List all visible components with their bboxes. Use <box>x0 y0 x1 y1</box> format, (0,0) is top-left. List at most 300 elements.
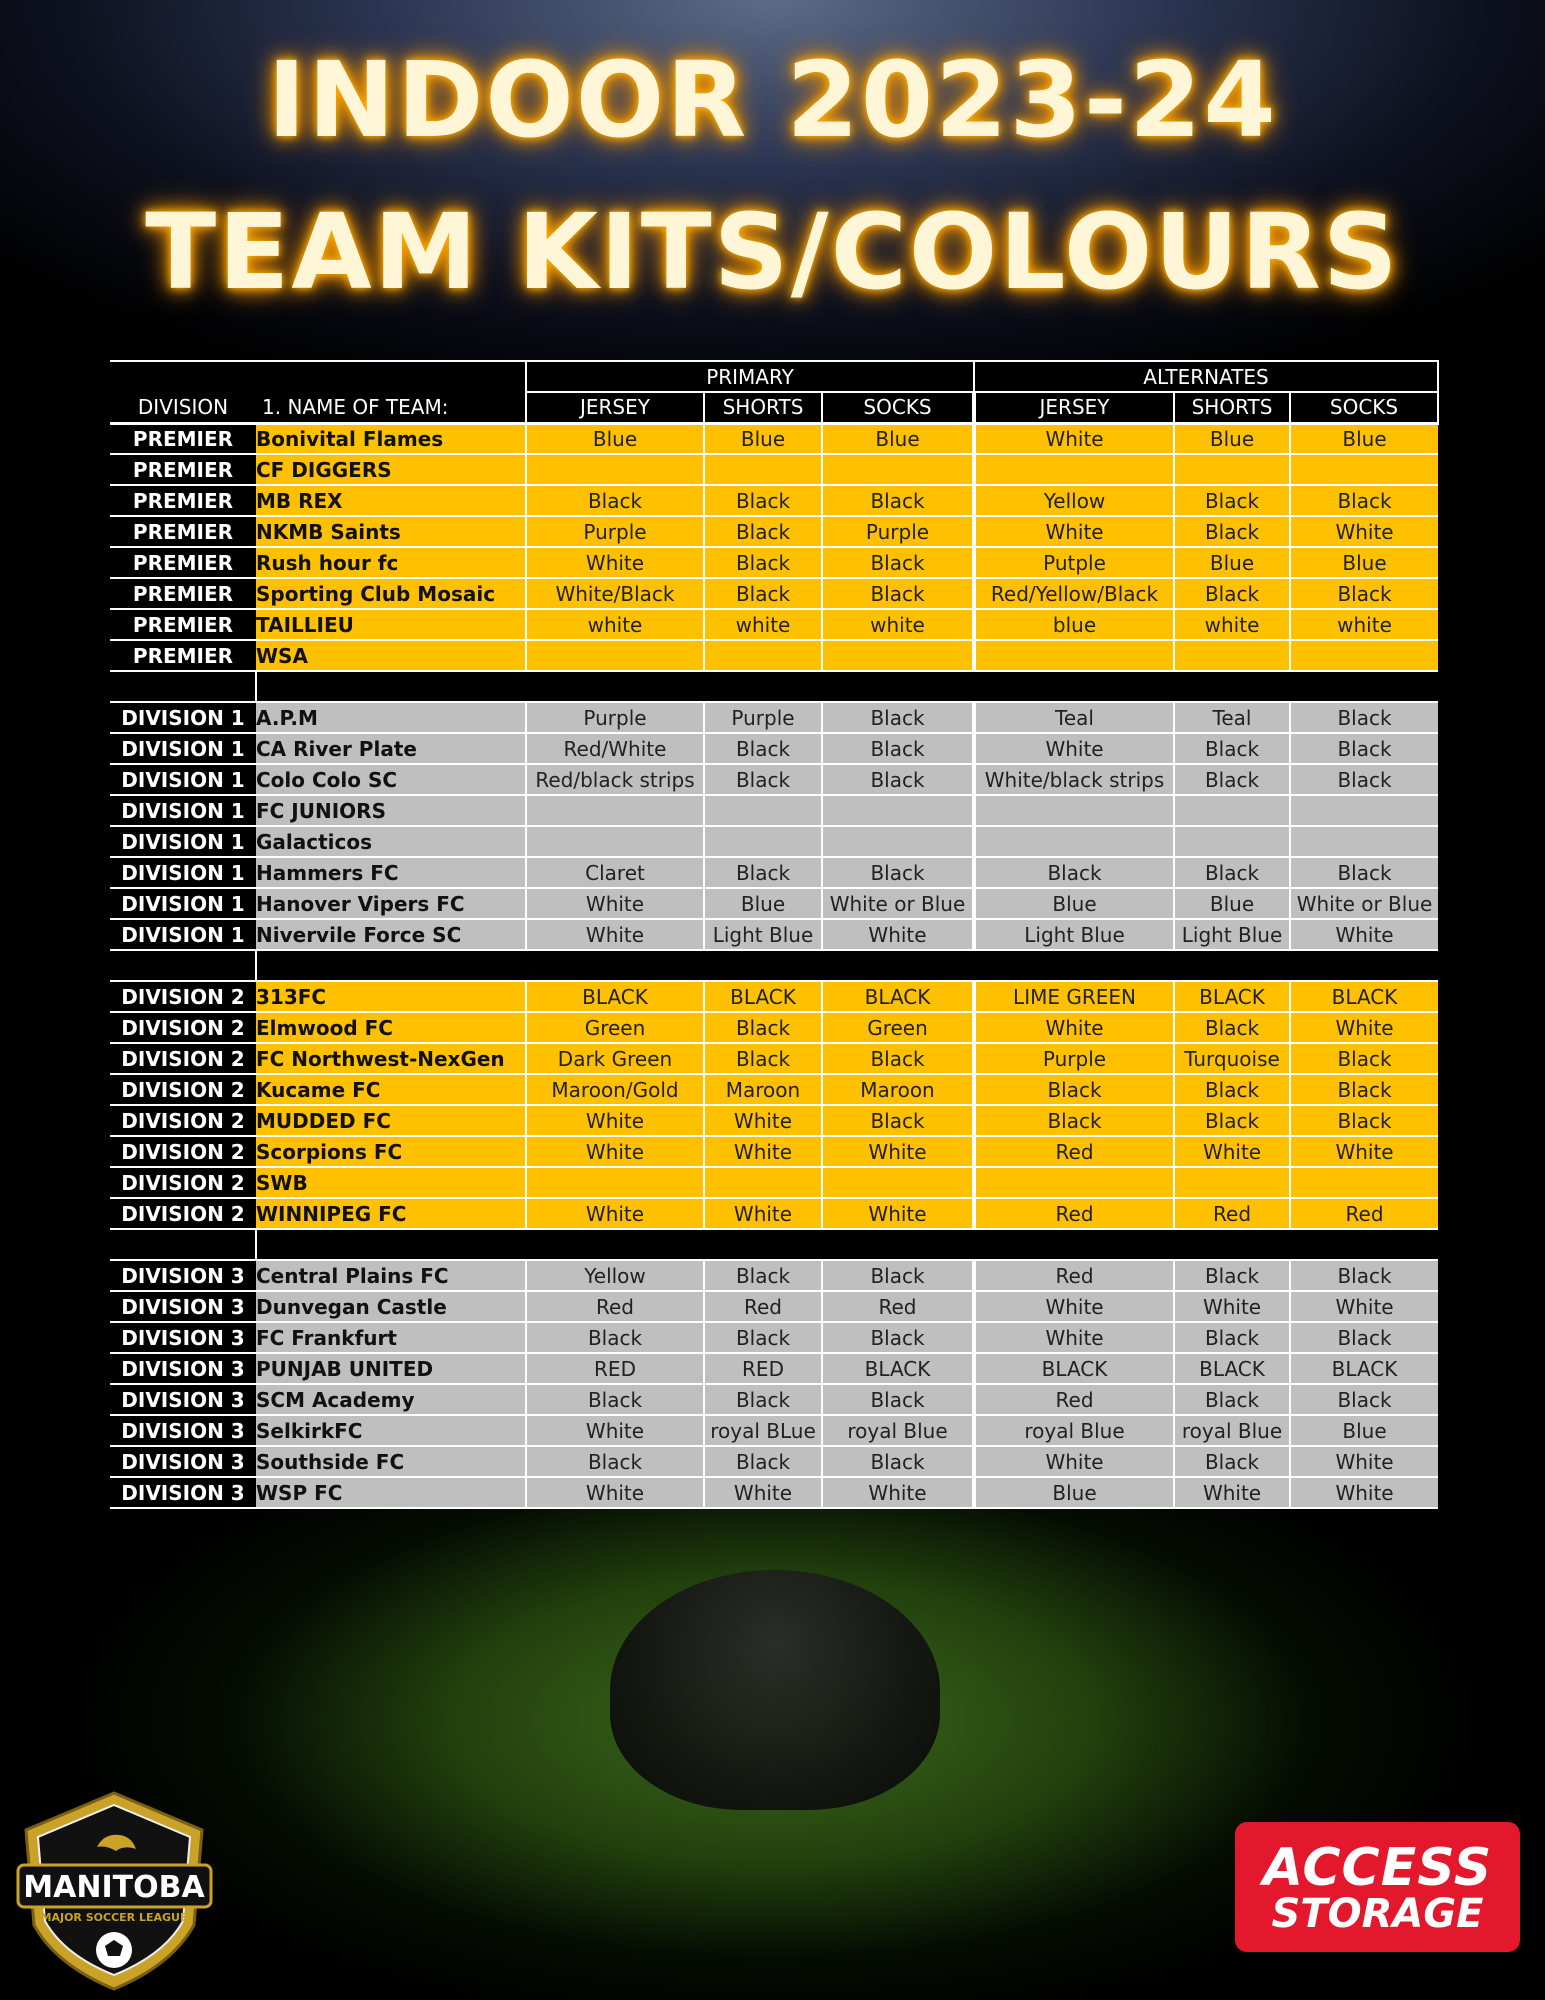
table-row <box>110 1260 1438 1291</box>
primary-shorts-cell <box>704 640 822 671</box>
primary-shorts-cell: Black <box>704 733 822 764</box>
access-storage-logo <box>1235 1822 1520 1952</box>
alt-socks-cell: White <box>1290 1446 1438 1477</box>
team-name-cell: Elmwood FC <box>256 1012 526 1043</box>
title-line-1: INDOOR 2023-24 <box>267 39 1278 161</box>
primary-socks-cell: Blue <box>822 423 974 454</box>
division-cell: DIVISION 3 <box>110 1260 256 1291</box>
alt-shorts-cell: Blue <box>1174 888 1290 919</box>
primary-socks-cell: Maroon <box>822 1074 974 1105</box>
alt-jersey-cell: Black <box>974 1074 1174 1105</box>
primary-shorts-cell: Black <box>704 547 822 578</box>
primary-shorts-cell: Maroon <box>704 1074 822 1105</box>
alt-shorts-cell: White <box>1174 1136 1290 1167</box>
table-row <box>110 1105 1438 1136</box>
primary-socks-cell: White <box>822 1136 974 1167</box>
table-row <box>110 516 1438 547</box>
alt-jersey-cell: Blue <box>974 1477 1174 1508</box>
league-logo-subtitle: MAJOR SOCCER LEAGUE <box>40 1911 188 1924</box>
alt-shorts-cell: white <box>1174 609 1290 640</box>
alt-jersey-cell: Blue <box>974 888 1174 919</box>
primary-jersey-cell: White <box>526 1415 704 1446</box>
primary-jersey-cell: Red/White <box>526 733 704 764</box>
table-row <box>110 423 1438 454</box>
spacer-cell <box>704 1229 822 1260</box>
primary-jersey-cell: BLACK <box>526 981 704 1012</box>
alt-socks-cell: Black <box>1290 1105 1438 1136</box>
table-row <box>110 1322 1438 1353</box>
primary-socks-cell: Black <box>822 733 974 764</box>
primary-jersey-cell: Red <box>526 1291 704 1322</box>
primary-shorts-cell: White <box>704 1136 822 1167</box>
alt-socks-cell: White <box>1290 1291 1438 1322</box>
primary-jersey-cell: White/Black <box>526 578 704 609</box>
alt-jersey-cell: LIME GREEN <box>974 981 1174 1012</box>
team-name-cell: Central Plains FC <box>256 1260 526 1291</box>
alt-shorts-cell: BLACK <box>1174 1353 1290 1384</box>
alt-socks-cell: Black <box>1290 578 1438 609</box>
spacer-cell <box>110 1229 256 1260</box>
primary-socks-cell <box>822 454 974 485</box>
spacer-cell <box>1290 950 1438 981</box>
division-cell: DIVISION 2 <box>110 1198 256 1229</box>
primary-jersey-cell <box>526 826 704 857</box>
primary-shorts-cell: Black <box>704 857 822 888</box>
primary-shorts-cell: Black <box>704 1384 822 1415</box>
alt-socks-cell: white <box>1290 609 1438 640</box>
spacer-cell <box>1290 671 1438 702</box>
spacer-cell <box>1174 671 1290 702</box>
primary-shorts-cell: Black <box>704 764 822 795</box>
section-spacer-row <box>110 671 1438 702</box>
primary-shorts-cell: Blue <box>704 888 822 919</box>
primary-group-header: PRIMARY <box>526 361 974 392</box>
division-cell: DIVISION 2 <box>110 1012 256 1043</box>
spacer-cell <box>526 1229 704 1260</box>
division-cell: DIVISION 2 <box>110 1136 256 1167</box>
primary-shorts-cell: Black <box>704 516 822 547</box>
primary-jersey-cell: White <box>526 1136 704 1167</box>
section-spacer-row <box>110 950 1438 981</box>
alt-socks-cell: Black <box>1290 1322 1438 1353</box>
alt-jersey-cell: Putple <box>974 547 1174 578</box>
alt-socks-cell <box>1290 826 1438 857</box>
alt-socks-cell: BLACK <box>1290 1353 1438 1384</box>
shorts-column-header: SHORTS <box>704 392 822 423</box>
table-row <box>110 1415 1438 1446</box>
alt-shorts-cell: Red <box>1174 1198 1290 1229</box>
alt-shorts-cell: royal Blue <box>1174 1415 1290 1446</box>
primary-socks-cell: royal Blue <box>822 1415 974 1446</box>
division-cell: PREMIER <box>110 485 256 516</box>
primary-shorts-cell: Light Blue <box>704 919 822 950</box>
spacer-cell <box>256 671 526 702</box>
primary-shorts-cell: Black <box>704 1012 822 1043</box>
table-row <box>110 1198 1438 1229</box>
team-name-cell: CA River Plate <box>256 733 526 764</box>
alt-jersey-cell: White/black strips <box>974 764 1174 795</box>
primary-shorts-cell: Black <box>704 1260 822 1291</box>
division-cell: DIVISION 1 <box>110 857 256 888</box>
alt-jersey-cell: White <box>974 1322 1174 1353</box>
primary-shorts-cell: royal BLue <box>704 1415 822 1446</box>
team-name-cell: Bonivital Flames <box>256 423 526 454</box>
team-name-cell: 313FC <box>256 981 526 1012</box>
primary-socks-cell: Black <box>822 1322 974 1353</box>
primary-shorts-cell: RED <box>704 1353 822 1384</box>
alt-shorts-cell: Blue <box>1174 547 1290 578</box>
team-name-cell: SelkirkFC <box>256 1415 526 1446</box>
table-row <box>110 1477 1438 1508</box>
division-cell: DIVISION 1 <box>110 826 256 857</box>
table-row <box>110 919 1438 950</box>
alt-jersey-cell: White <box>974 516 1174 547</box>
table-row <box>110 1291 1438 1322</box>
primary-socks-cell: Black <box>822 578 974 609</box>
primary-shorts-cell: White <box>704 1477 822 1508</box>
alt-shorts-cell: Black <box>1174 1105 1290 1136</box>
alt-socks-cell: Black <box>1290 1074 1438 1105</box>
alt-jersey-cell: Purple <box>974 1043 1174 1074</box>
alt-socks-cell: White <box>1290 919 1438 950</box>
spacer-cell <box>256 1229 526 1260</box>
division-cell: PREMIER <box>110 578 256 609</box>
primary-jersey-cell <box>526 640 704 671</box>
primary-jersey-cell: Maroon/Gold <box>526 1074 704 1105</box>
primary-jersey-cell: White <box>526 1105 704 1136</box>
division-cell: DIVISION 1 <box>110 888 256 919</box>
primary-shorts-cell: white <box>704 609 822 640</box>
primary-jersey-cell: white <box>526 609 704 640</box>
table-row <box>110 702 1438 733</box>
alt-jersey-cell: Light Blue <box>974 919 1174 950</box>
division-cell: DIVISION 3 <box>110 1446 256 1477</box>
table-row <box>110 733 1438 764</box>
alt-shorts-cell: Black <box>1174 764 1290 795</box>
alt-shorts-cell: Black <box>1174 1446 1290 1477</box>
team-name-cell: Hanover Vipers FC <box>256 888 526 919</box>
primary-jersey-cell: Black <box>526 1446 704 1477</box>
alt-socks-cell: Blue <box>1290 1415 1438 1446</box>
alt-shorts-cell: White <box>1174 1477 1290 1508</box>
spacer-cell <box>974 1229 1174 1260</box>
soccer-ball-image <box>610 1570 940 1810</box>
primary-shorts-cell <box>704 826 822 857</box>
alt-shorts-cell: Black <box>1174 1322 1290 1353</box>
team-name-cell: A.P.M <box>256 702 526 733</box>
alt-jersey-cell: White <box>974 1012 1174 1043</box>
alt-jersey-cell: Red <box>974 1260 1174 1291</box>
table-row <box>110 485 1438 516</box>
spacer-cell <box>1174 950 1290 981</box>
alt-shorts-cell: Black <box>1174 1384 1290 1415</box>
primary-socks-cell: White <box>822 1477 974 1508</box>
table-row <box>110 1043 1438 1074</box>
alt-socks-cell: Blue <box>1290 423 1438 454</box>
division-cell: DIVISION 1 <box>110 919 256 950</box>
alt-socks-cell <box>1290 795 1438 826</box>
primary-socks-cell <box>822 1167 974 1198</box>
table-row <box>110 1353 1438 1384</box>
primary-socks-cell: Black <box>822 485 974 516</box>
primary-shorts-cell: Black <box>704 1043 822 1074</box>
team-name-cell: Scorpions FC <box>256 1136 526 1167</box>
table-row <box>110 1074 1438 1105</box>
team-name-cell: WSP FC <box>256 1477 526 1508</box>
team-name-cell: WINNIPEG FC <box>256 1198 526 1229</box>
alt-jersey-cell: White <box>974 1291 1174 1322</box>
team-name-cell: SWB <box>256 1167 526 1198</box>
header-blank <box>256 361 526 392</box>
alt-socks-cell <box>1290 454 1438 485</box>
manitoba-league-logo <box>12 1785 217 1995</box>
alt-jersey-cell: Black <box>974 1105 1174 1136</box>
team-name-cell: MB REX <box>256 485 526 516</box>
alternates-group-header: ALTERNATES <box>974 361 1438 392</box>
primary-jersey-cell: Purple <box>526 702 704 733</box>
alt-jersey-cell: Red/Yellow/Black <box>974 578 1174 609</box>
group-header-row <box>110 361 1438 392</box>
primary-socks-cell <box>822 795 974 826</box>
primary-socks-cell: Black <box>822 1105 974 1136</box>
alt-socks-cell: White <box>1290 1477 1438 1508</box>
team-name-cell: Colo Colo SC <box>256 764 526 795</box>
alt-shorts-cell: Turquoise <box>1174 1043 1290 1074</box>
spacer-cell <box>974 671 1174 702</box>
primary-socks-cell: White <box>822 1198 974 1229</box>
primary-socks-cell: Black <box>822 1446 974 1477</box>
alt-shorts-cell <box>1174 454 1290 485</box>
primary-shorts-cell: Black <box>704 485 822 516</box>
spacer-cell <box>704 950 822 981</box>
spacer-cell <box>110 950 256 981</box>
team-name-cell: FC JUNIORS <box>256 795 526 826</box>
alt-socks-cell: White or Blue <box>1290 888 1438 919</box>
alt-shorts-cell <box>1174 1167 1290 1198</box>
column-header-row <box>110 392 1438 423</box>
team-name-cell: SCM Academy <box>256 1384 526 1415</box>
alt-socks-cell: White <box>1290 1012 1438 1043</box>
division-cell: DIVISION 2 <box>110 1105 256 1136</box>
primary-jersey-cell: Purple <box>526 516 704 547</box>
alt-shorts-cell: Black <box>1174 1074 1290 1105</box>
alt-socks-cell: Black <box>1290 857 1438 888</box>
primary-jersey-cell <box>526 795 704 826</box>
alt-shorts-column-header: SHORTS <box>1174 392 1290 423</box>
spacer-cell <box>822 1229 974 1260</box>
primary-socks-cell <box>822 826 974 857</box>
primary-socks-cell: Black <box>822 1043 974 1074</box>
division-cell: PREMIER <box>110 423 256 454</box>
alt-jersey-column-header: JERSEY <box>974 392 1174 423</box>
spacer-cell <box>1174 1229 1290 1260</box>
primary-socks-cell: Purple <box>822 516 974 547</box>
alt-shorts-cell <box>1174 640 1290 671</box>
alt-shorts-cell: Black <box>1174 857 1290 888</box>
division-cell: PREMIER <box>110 640 256 671</box>
division-cell: DIVISION 1 <box>110 702 256 733</box>
primary-jersey-cell: White <box>526 1477 704 1508</box>
primary-jersey-cell: Dark Green <box>526 1043 704 1074</box>
primary-shorts-cell: White <box>704 1105 822 1136</box>
primary-shorts-cell: Black <box>704 1446 822 1477</box>
alt-shorts-cell: Blue <box>1174 423 1290 454</box>
spacer-cell <box>1290 1229 1438 1260</box>
table-row <box>110 857 1438 888</box>
primary-socks-cell: BLACK <box>822 981 974 1012</box>
alt-shorts-cell: Black <box>1174 1012 1290 1043</box>
primary-socks-cell <box>822 640 974 671</box>
table-body <box>110 423 1438 1508</box>
alt-socks-cell: Blue <box>1290 547 1438 578</box>
alt-socks-cell: Black <box>1290 1384 1438 1415</box>
primary-socks-cell: Black <box>822 1260 974 1291</box>
jersey-column-header: JERSEY <box>526 392 704 423</box>
alt-socks-column-header: SOCKS <box>1290 392 1438 423</box>
primary-socks-cell: Black <box>822 1384 974 1415</box>
alt-shorts-cell: Black <box>1174 485 1290 516</box>
primary-jersey-cell <box>526 454 704 485</box>
alt-shorts-cell: BLACK <box>1174 981 1290 1012</box>
primary-jersey-cell: White <box>526 888 704 919</box>
header-blank <box>110 361 256 392</box>
spacer-cell <box>822 950 974 981</box>
division-cell: DIVISION 1 <box>110 795 256 826</box>
division-cell: DIVISION 3 <box>110 1322 256 1353</box>
primary-socks-cell: White <box>822 919 974 950</box>
table-row <box>110 764 1438 795</box>
alt-jersey-cell: Yellow <box>974 485 1174 516</box>
table-row <box>110 578 1438 609</box>
team-name-cell: Hammers FC <box>256 857 526 888</box>
primary-shorts-cell: Red <box>704 1291 822 1322</box>
alt-jersey-cell <box>974 1167 1174 1198</box>
alt-jersey-cell <box>974 454 1174 485</box>
alt-jersey-cell: royal Blue <box>974 1415 1174 1446</box>
table-row <box>110 547 1438 578</box>
division-cell: PREMIER <box>110 609 256 640</box>
table-row <box>110 609 1438 640</box>
socks-column-header: SOCKS <box>822 392 974 423</box>
team-name-cell: FC Frankfurt <box>256 1322 526 1353</box>
primary-shorts-cell: White <box>704 1198 822 1229</box>
primary-jersey-cell: Red/black strips <box>526 764 704 795</box>
primary-shorts-cell <box>704 454 822 485</box>
primary-socks-cell: Black <box>822 857 974 888</box>
team-name-cell: Nivervile Force SC <box>256 919 526 950</box>
team-name-cell: MUDDED FC <box>256 1105 526 1136</box>
team-name-cell: Dunvegan Castle <box>256 1291 526 1322</box>
primary-socks-cell: Black <box>822 547 974 578</box>
alt-jersey-cell <box>974 826 1174 857</box>
spacer-cell <box>256 950 526 981</box>
division-cell: PREMIER <box>110 516 256 547</box>
division-cell: DIVISION 1 <box>110 764 256 795</box>
primary-shorts-cell: Black <box>704 1322 822 1353</box>
alt-jersey-cell: White <box>974 733 1174 764</box>
team-name-cell: PUNJAB UNITED <box>256 1353 526 1384</box>
primary-jersey-cell: Green <box>526 1012 704 1043</box>
alt-jersey-cell: Black <box>974 857 1174 888</box>
alt-shorts-cell <box>1174 826 1290 857</box>
primary-jersey-cell: Black <box>526 1384 704 1415</box>
table-row <box>110 981 1438 1012</box>
primary-socks-cell: Green <box>822 1012 974 1043</box>
table-row <box>110 888 1438 919</box>
alt-shorts-cell: Light Blue <box>1174 919 1290 950</box>
primary-shorts-cell: BLACK <box>704 981 822 1012</box>
team-name-cell: Rush hour fc <box>256 547 526 578</box>
team-kits-table <box>110 360 1439 1509</box>
team-name-cell: TAILLIEU <box>256 609 526 640</box>
team-column-header: 1. NAME OF TEAM: <box>256 392 526 423</box>
alt-socks-cell: Red <box>1290 1198 1438 1229</box>
division-cell: DIVISION 3 <box>110 1477 256 1508</box>
alt-socks-cell: Black <box>1290 1043 1438 1074</box>
table-row <box>110 454 1438 485</box>
primary-socks-cell: white <box>822 609 974 640</box>
primary-shorts-cell <box>704 795 822 826</box>
sponsor-logo-line1: ACCESS <box>1262 1838 1493 1898</box>
alt-jersey-cell: White <box>974 423 1174 454</box>
table-row <box>110 640 1438 671</box>
team-name-cell: Kucame FC <box>256 1074 526 1105</box>
alt-jersey-cell: Teal <box>974 702 1174 733</box>
team-name-cell: WSA <box>256 640 526 671</box>
alt-socks-cell: BLACK <box>1290 981 1438 1012</box>
primary-jersey-cell: White <box>526 919 704 950</box>
division-cell: DIVISION 2 <box>110 981 256 1012</box>
primary-jersey-cell: White <box>526 547 704 578</box>
alt-shorts-cell: Black <box>1174 1260 1290 1291</box>
table-row <box>110 795 1438 826</box>
division-cell: DIVISION 3 <box>110 1415 256 1446</box>
alt-socks-cell <box>1290 640 1438 671</box>
division-cell: DIVISION 3 <box>110 1384 256 1415</box>
primary-shorts-cell: Black <box>704 578 822 609</box>
table-row <box>110 826 1438 857</box>
alt-shorts-cell: Black <box>1174 578 1290 609</box>
alt-socks-cell <box>1290 1167 1438 1198</box>
primary-jersey-cell: White <box>526 1198 704 1229</box>
alt-socks-cell: Black <box>1290 485 1438 516</box>
alt-jersey-cell: blue <box>974 609 1174 640</box>
table-row <box>110 1167 1438 1198</box>
team-name-cell: Galacticos <box>256 826 526 857</box>
league-logo-title: MANITOBA <box>23 1870 205 1905</box>
alt-shorts-cell: White <box>1174 1291 1290 1322</box>
spacer-cell <box>974 950 1174 981</box>
division-cell: DIVISION 3 <box>110 1291 256 1322</box>
division-cell: PREMIER <box>110 454 256 485</box>
primary-jersey-cell: Yellow <box>526 1260 704 1291</box>
team-name-cell: NKMB Saints <box>256 516 526 547</box>
primary-socks-cell: Black <box>822 702 974 733</box>
spacer-cell <box>822 671 974 702</box>
alt-socks-cell: Black <box>1290 764 1438 795</box>
alt-socks-cell: Black <box>1290 1260 1438 1291</box>
primary-socks-cell: BLACK <box>822 1353 974 1384</box>
primary-shorts-cell: Purple <box>704 702 822 733</box>
primary-jersey-cell: Blue <box>526 423 704 454</box>
division-cell: PREMIER <box>110 547 256 578</box>
alt-jersey-cell: Red <box>974 1384 1174 1415</box>
section-spacer-row <box>110 1229 1438 1260</box>
team-name-cell: Southside FC <box>256 1446 526 1477</box>
alt-shorts-cell: Teal <box>1174 702 1290 733</box>
alt-jersey-cell: BLACK <box>974 1353 1174 1384</box>
primary-socks-cell: White or Blue <box>822 888 974 919</box>
